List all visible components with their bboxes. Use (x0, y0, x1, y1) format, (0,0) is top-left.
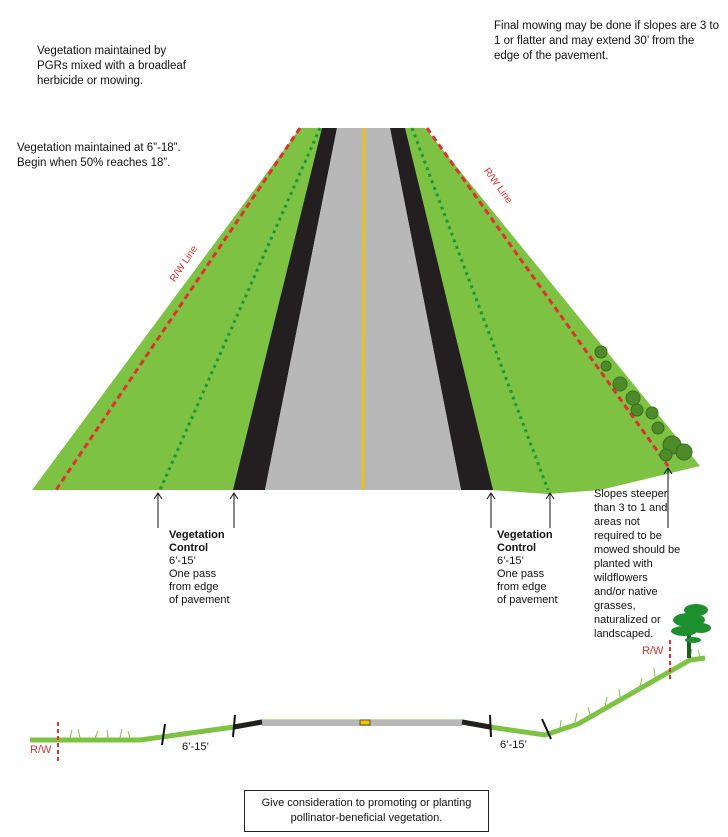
vc-pass-line3: of pavement (497, 594, 558, 606)
pgr-note: Vegetation maintained by PGRs mixed with a broadleaf herbicide or mowing. (37, 45, 186, 87)
vc-pass-line2: from edge (497, 581, 547, 593)
vc-pass-line1: One pass (497, 568, 545, 580)
height-note: Vegetation maintained at 6”-18”. Begin when 50% reaches 18”. (17, 142, 181, 169)
final-mowing-note: Final mowing may be done if slopes are 3 to 1 or flatter and may extend 30’ from the edge of the pavement. (494, 20, 720, 62)
vc-title-line2: Control (497, 542, 537, 554)
vc-width: 6’-15’ (497, 555, 524, 567)
vc-title-line2: Control (169, 542, 209, 554)
road-centerline (363, 128, 364, 490)
left-vegetation-control-label (169, 529, 230, 607)
left-rw-line-label: R/W Line (168, 243, 201, 285)
cross-section-centerline (360, 720, 370, 725)
right-rw-line-label: R/W Line (481, 166, 515, 206)
slopes-steeper-note: Slopes steeper than 3 to 1 and areas not required to be mowed should be planted with wildflowers and/or native grasses, naturalized or landscaped. (594, 488, 681, 640)
vc-pass-line1: One pass (169, 568, 217, 580)
vc-pass-line3: of pavement (169, 594, 230, 606)
cross-section-left-rw-label: R/W (30, 744, 52, 756)
vc-width: 6’-15’ (169, 555, 196, 567)
right-vegetation-control-label (497, 529, 558, 607)
cross-section-grade (30, 658, 705, 740)
left-dimension-label: 6’-15’ (182, 741, 209, 753)
cross-section-right-rw-label: R/W (642, 645, 664, 657)
vc-pass-line2: from edge (169, 581, 219, 593)
right-dimension-label: 6’-15’ (500, 739, 527, 751)
pollinator-consideration-box: Give consideration to promoting or planting pollinator-beneficial vegetation. (244, 790, 489, 832)
vc-title-line1: Vegetation (497, 529, 553, 541)
vc-title-line1: Vegetation (169, 529, 225, 541)
